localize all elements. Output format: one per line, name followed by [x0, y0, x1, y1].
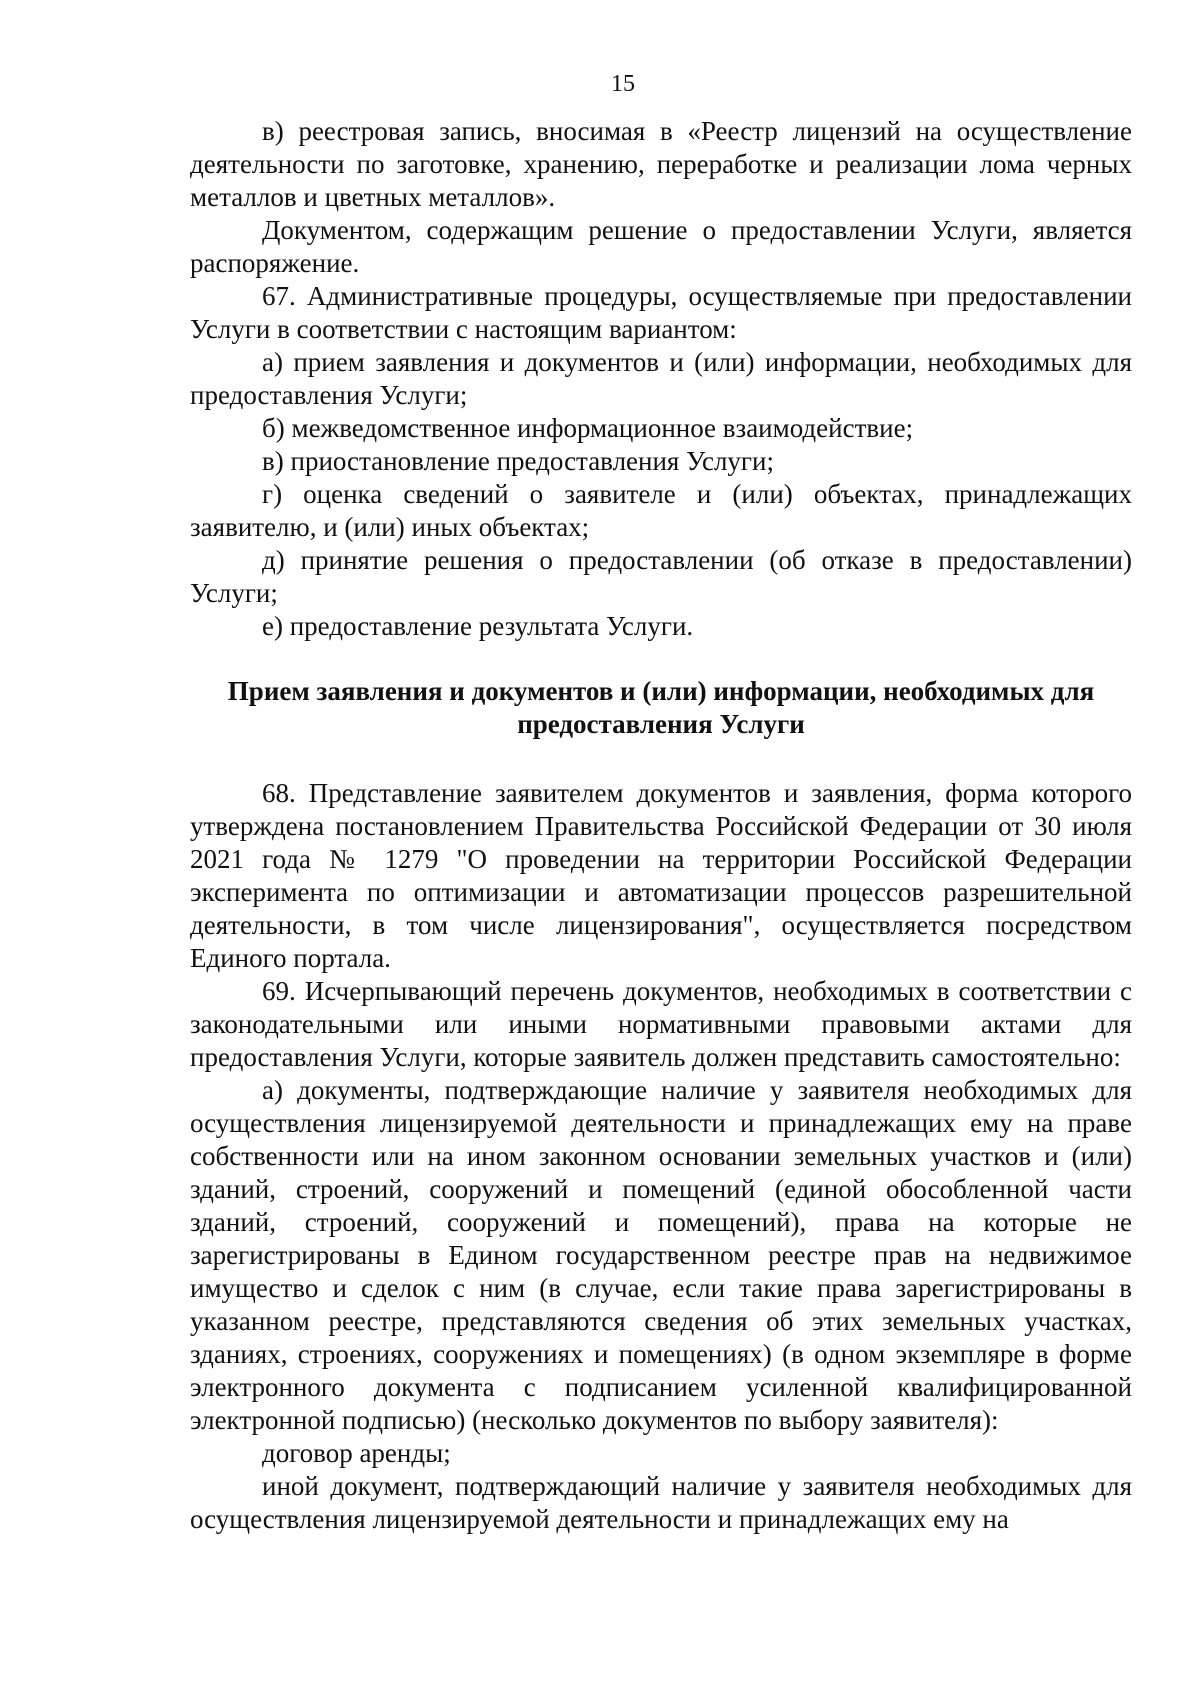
paragraph-69: 69. Исчерпывающий перечень документов, необходимых в соответствии с законодательными или иными нормативными правовыми актами для предоставления Услуги, которые заявитель должен представить самостоятельно: — [190, 976, 1132, 1072]
page-number: 15 — [611, 71, 635, 97]
paragraph-68: 68. Представление заявителем документов и заявления, форма которого утверждена постановлением Правительства Российской Федерации от 30 июля 2021 года № 1279 "О проведении на территории Российской Федерации эксперимента по оптимизации и автоматизации процессов разрешительной деятельности, в том числе лицензирования", осуществляется посредством Единого портала. — [190, 778, 1132, 973]
list-item-e: е) предоставление результата Услуги. — [262, 611, 694, 641]
list-item-a: а) прием заявления и документов и (или) информации, необходимых для предоставления Услуги; — [190, 347, 1132, 410]
paragraph-other-document: иной документ, подтверждающий наличие у заявителя необходимых для осуществления лицензируемой деятельности и принадлежащих ему на — [190, 1471, 1132, 1534]
paragraph-67: 67. Административные процедуры, осуществляемые при предоставлении Услуги в соответствии с настоящим вариантом: — [190, 281, 1132, 344]
list-item-v: в) приостановление предоставления Услуги; — [262, 446, 774, 476]
document-body — [190, 115, 1132, 1536]
paragraph-registry-entry: в) реестровая запись, вносимая в «Реестр лицензий на осуществление деятельности по заготовке, хранению, переработке и реализации лома черных металлов и цветных металлов». — [190, 116, 1132, 212]
paragraph-lease-agreement: договор аренды; — [262, 1438, 451, 1468]
list-item-d: д) принятие решения о предоставлении (об отказе в предоставлении) Услуги; — [190, 545, 1132, 608]
paragraph-decision-document: Документом, содержащим решение о предоставлении Услуги, является распоряжение. — [190, 215, 1132, 278]
section-heading: Прием заявления и документов и (или) информации, необходимых для предоставления Услуги — [227, 676, 1095, 739]
list-item-g: г) оценка сведений о заявителе и (или) объектах, принадлежащих заявителю, и (или) иных объектах; — [190, 479, 1132, 542]
list-item-b: б) межведомственное информационное взаимодействие; — [262, 413, 914, 443]
paragraph-69-a: а) документы, подтверждающие наличие у заявителя необходимых для осуществления лицензируемой деятельности и принадлежащих ему на праве собственности или на ином законном основании земельных участков и (или) зданий, строений, сооружений и помещений (единой обособленной части зданий, строений, сооружений и помещений), права на которые не зарегистрированы в Едином государственном реестре прав на недвижимое имущество и сделок с ним (в случае, если такие права зарегистрированы в указанном реестре, представляются сведения об этих земельных участках, зданиях, строениях, сооружениях и помещениях) (в одном экземпляре в форме электронного документа с подписанием усиленной квалифицированной электронной подписью) (несколько документов по выбору заявителя): — [190, 1075, 1132, 1435]
